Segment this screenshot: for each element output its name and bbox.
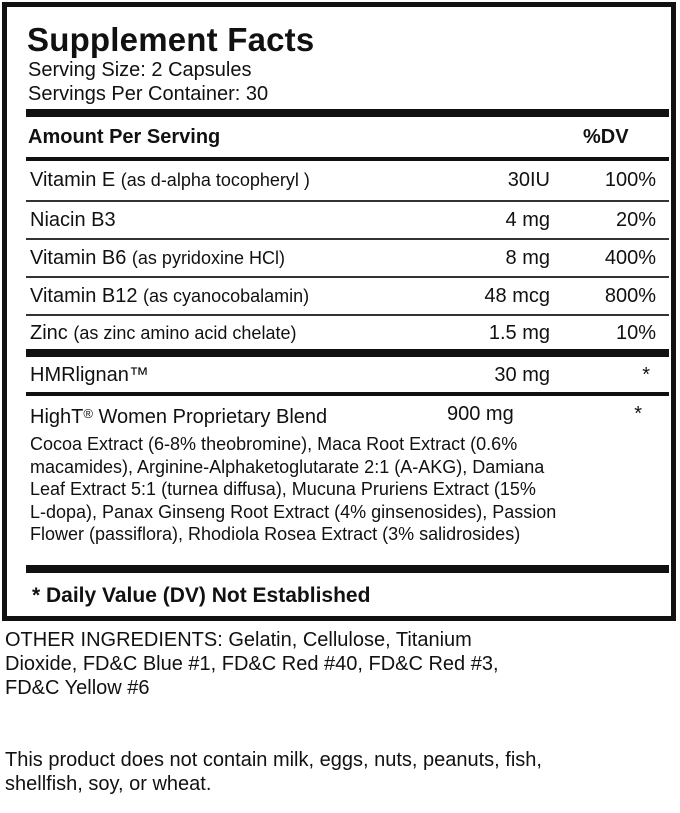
column-header-rule bbox=[26, 157, 669, 161]
blend-dv: * bbox=[634, 403, 642, 425]
nutrient-name: Niacin B3 bbox=[30, 209, 116, 231]
blend-ingredients bbox=[30, 433, 660, 546]
hmr-row bbox=[28, 357, 668, 393]
nutrient-name-cell bbox=[30, 240, 285, 276]
nutrient-detail: (as pyridoxine HCl) bbox=[131, 248, 285, 268]
section-rule bbox=[26, 392, 669, 396]
nutrient-dv: 100% bbox=[604, 169, 656, 191]
blend-ingredient-line: L-dopa), Panax Ginseng Root Extract (4% ginsenosides), Passion bbox=[30, 501, 557, 522]
registered-mark: ® bbox=[83, 406, 93, 421]
blend-ingredient-line: Cocoa Extract (6-8% theobromine), Maca Root Extract (0.6% bbox=[30, 434, 518, 454]
hmr-name: HMRlignan™ bbox=[30, 364, 149, 386]
footer-rule bbox=[26, 565, 669, 573]
nutrient-amount: 4 mg bbox=[505, 209, 550, 231]
nutrient-name: Vitamin B12 bbox=[30, 285, 138, 307]
nutrient-name: Vitamin E bbox=[30, 169, 116, 191]
other-ingredients-line: Dioxide, FD&C Blue #1, FD&C Red #40, FD&C Red #3, bbox=[5, 653, 499, 675]
nutrient-detail: (as d-alpha tocopheryl ) bbox=[120, 170, 310, 190]
blend-name bbox=[30, 402, 327, 429]
allergen-line: This product does not contain milk, eggs, nuts, peanuts, fish, bbox=[5, 749, 542, 771]
nutrient-detail: (as zinc amino acid chelate) bbox=[73, 323, 297, 343]
amount-per-serving-header: Amount Per Serving bbox=[28, 126, 221, 148]
hmr-dv: * bbox=[642, 364, 650, 386]
nutrient-detail: (as cyanocobalamin) bbox=[143, 286, 310, 306]
section-rule bbox=[26, 349, 669, 357]
nutrient-name: Vitamin B6 bbox=[30, 247, 127, 269]
nutrient-row bbox=[28, 315, 668, 351]
blend-ingredient-line: Leaf Extract 5:1 (turnea diffusa), Mucuna Pruriens Extract (15% bbox=[30, 479, 536, 499]
nutrient-dv: 800% bbox=[604, 285, 656, 307]
other-ingredients bbox=[5, 628, 499, 700]
nutrient-dv: 400% bbox=[604, 247, 656, 269]
other-ingredients-line: FD&C Yellow #6 bbox=[5, 677, 150, 699]
nutrient-row bbox=[28, 240, 668, 276]
nutrient-dv: 10% bbox=[615, 322, 656, 344]
panel-title: Supplement Facts bbox=[27, 21, 315, 58]
blend-ingredient-line: macamides), Arginine-Alphaketoglutarate 2:1 (A-AKG), Damiana bbox=[30, 456, 545, 477]
blend-name-suffix: Women Proprietary Blend bbox=[92, 406, 328, 428]
footnote: * Daily Value (DV) Not Established bbox=[32, 584, 371, 607]
nutrient-amount: 48 mcg bbox=[484, 285, 550, 307]
dv-header: %DV bbox=[583, 126, 629, 148]
blend-name-prefix: HighT bbox=[30, 406, 84, 428]
hmr-amount: 30 mg bbox=[494, 364, 550, 386]
nutrient-row bbox=[28, 202, 668, 238]
nutrient-row bbox=[28, 162, 668, 198]
nutrient-amount: 8 mg bbox=[505, 247, 550, 269]
nutrient-name-cell bbox=[30, 315, 296, 351]
supplement-facts-panel bbox=[2, 2, 676, 621]
nutrient-amount: 30IU bbox=[507, 169, 550, 191]
nutrient-name: Zinc bbox=[30, 322, 68, 344]
blend-ingredient-line: Flower (passiflora), Rhodiola Rosea Extract (3% salidrosides) bbox=[30, 524, 521, 544]
nutrient-name-cell bbox=[30, 202, 116, 238]
servings-per-container: Servings Per Container: 30 bbox=[28, 83, 269, 105]
allergen-line: shellfish, soy, or wheat. bbox=[5, 773, 212, 795]
nutrient-name-cell bbox=[30, 162, 310, 198]
nutrient-dv: 20% bbox=[615, 209, 656, 231]
nutrient-row bbox=[28, 278, 668, 314]
other-ingredients-line: OTHER INGREDIENTS: Gelatin, Cellulose, Titanium bbox=[5, 629, 472, 651]
blend-amount: 900 mg bbox=[447, 403, 514, 425]
serving-size: Serving Size: 2 Capsules bbox=[28, 59, 252, 81]
nutrient-name-cell bbox=[30, 278, 309, 314]
header-rule bbox=[26, 109, 669, 117]
nutrient-amount: 1.5 mg bbox=[488, 322, 550, 344]
allergen-statement bbox=[5, 748, 542, 796]
